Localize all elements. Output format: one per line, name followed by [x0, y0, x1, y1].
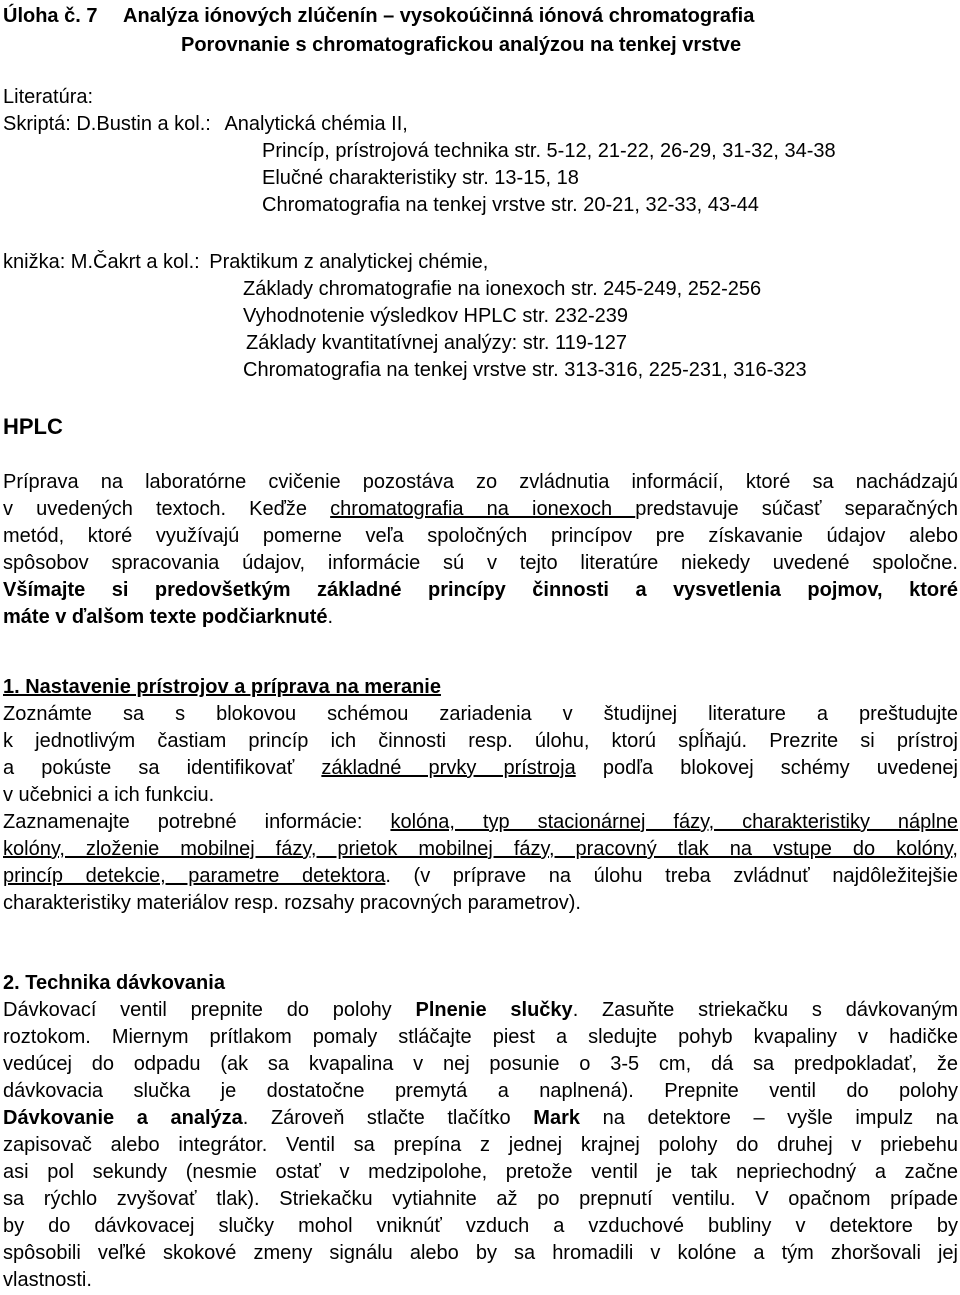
skripta-item-1: Princíp, prístrojová technika str. 5-12, 21-22, 26-29, 31-32, 34-38 [262, 140, 836, 162]
s1-underlined: základné prvky prístroja [321, 757, 576, 779]
skripta-label: Skriptá: D.Bustin a kol.: [3, 113, 211, 135]
intro-text: v uvedených textoch. Keďže [3, 498, 331, 520]
s2-line-4: dávkovacia slučka je dostatočne premytá a naplnená). Prepnite ventil do polohy [3, 1080, 958, 1102]
s1-text: podľa blokovej schémy uvedenej [575, 757, 958, 779]
s1-line-5 [3, 809, 958, 836]
s1-text: Zaznamenajte potrebné informácie: [3, 811, 391, 833]
kniha-section [3, 249, 960, 384]
section-1-heading: 1. Nastavenie prístrojov a príprava na meranie [3, 676, 441, 698]
intro-line-1: Príprava na laboratórne cvičenie pozostáva zo zvládnutia informácií, ktoré sa nachádzajú [3, 471, 958, 493]
s1-underlined: princíp detekcie, parametre detektora [3, 865, 386, 887]
kniha-item-3: Základy kvantitatívnej analýzy: str. 119-127 [246, 332, 627, 354]
kniha-item-0: Praktikum z analytickej chémie, [209, 251, 489, 273]
skripta-item-3: Chromatografia na tenkej vrstve str. 20-21, 32-33, 43-44 [262, 194, 759, 216]
title-line-2: Porovnanie s chromatografickou analýzou na tenkej vrstve [181, 34, 742, 56]
s2-line-11: vlastnosti. [3, 1269, 92, 1291]
kniha-item-2: Vyhodnotenie výsledkov HPLC str. 232-239 [243, 305, 629, 327]
s2-text: . Zasuňte striekačku s dávkovaným [572, 999, 958, 1021]
kniha-item-4: Chromatografia na tenkej vrstve str. 313-316, 225-231, 316-323 [243, 359, 807, 381]
intro-text: predstavuje súčasť separačných [635, 498, 959, 520]
intro-line-5: Všímajte si predovšetkým základné princípy činnosti a vysvetlenia pojmov, ktoré [3, 579, 958, 601]
intro-line-2 [3, 496, 958, 523]
s1-line-3 [3, 755, 958, 782]
s1-line-8: charakteristiky materiálov resp. rozsahy pracovných parametrov). [3, 892, 581, 914]
s2-text: . Zároveň stlačte tlačítko [242, 1107, 534, 1129]
kniha-item-1: Základy chromatografie na ionexoch str. 245-249, 252-256 [243, 278, 762, 300]
intro-line-4: spôsobov spracovania údajov, informácie sú v tejto literatúre niekedy uvedené spoločne. [3, 552, 958, 574]
section-2 [3, 970, 958, 1294]
intro-line-3: metód, ktoré využívajú pomerne veľa spoločných princípov pre získavanie údajov alebo [3, 525, 958, 547]
s2-line-3: vedúcej do odpadu (ak sa kvapalina v nej posunie o 3-5 cm, dá sa predpokladať, že [3, 1053, 958, 1075]
title-main: Analýza iónových zlúčenín – vysokoúčinná iónová chromatografia [123, 5, 755, 27]
intro-paragraph [3, 469, 958, 631]
s2-line-5 [3, 1105, 958, 1132]
section-2-heading: 2. Technika dávkovania [3, 972, 225, 994]
literature-heading: Literatúra: [3, 86, 94, 108]
intro-underlined: chromatografia na ionexoch [330, 498, 636, 520]
s2-line-8: sa rýchlo zvyšovať tlak). Striekačku vytiahnite až po prepnutí ventilu. V opačnom prípade [3, 1188, 958, 1210]
s2-line-9: by do dávkovacej slučky mohol vniknúť vzduch a vzduchové bubliny v detektore by [3, 1215, 958, 1237]
s2-text: Dávkovací ventil prepnite do polohy [3, 999, 416, 1021]
kniha-line [3, 249, 960, 276]
skripta-item-0: Analytická chémia II, [224, 113, 408, 135]
task-number: Úloha č. 7 [3, 5, 98, 27]
s2-line-6: zapisovač alebo integrátor. Ventil sa prepína z jednej krajnej polohy do druhej v priebehu [3, 1134, 958, 1156]
s2-bold: Plnenie slučky [415, 999, 573, 1021]
s2-line-1 [3, 997, 958, 1024]
s2-bold: Dávkovanie a analýza [3, 1107, 243, 1129]
hplc-heading: HPLC [3, 414, 63, 439]
s1-line-6: kolóny, zloženie mobilnej fázy, prietok mobilnej fázy, pracovný tlak na vstupe do kolóny, [3, 838, 958, 860]
section-1 [3, 674, 958, 917]
s1-underlined: kolóna, typ stacionárnej fázy, charakteristiky náplne [390, 811, 958, 833]
s2-bold: Mark [533, 1107, 580, 1129]
intro-text: . [327, 606, 334, 628]
literature-section [3, 84, 960, 219]
intro-bold: máte v ďalšom texte podčiarknuté [3, 606, 328, 628]
skripta-line [3, 111, 960, 138]
s2-line-7: asi pol sekundy (nesmie ostať v medzipolohe, pretože ventil je tak nepriechodný a začne [3, 1161, 958, 1183]
task-title [3, 2, 960, 60]
s2-text: na detektore – vyšle impulz na [580, 1107, 958, 1129]
s1-line-7 [3, 863, 958, 890]
s1-line-1: Zoznámte sa s blokovou schémou zariadenia v študijnej literature a preštudujte [3, 703, 958, 725]
title-line-1 [3, 2, 960, 31]
kniha-label: knižka: M.Čakrt a kol.: [3, 251, 200, 273]
skripta-item-2: Elučné charakteristiky str. 13-15, 18 [262, 167, 579, 189]
s1-line-4: v učebnici a ich funkciu. [3, 784, 215, 806]
s2-line-2: roztokom. Miernym prítlakom pomaly stláčajte piest a sledujte pohyb kvapaliny v hadičke [3, 1026, 958, 1048]
s1-text: a pokúste sa identifikovať [3, 757, 322, 779]
intro-line-6 [3, 604, 958, 631]
s1-text: . (v príprave na úlohu treba zvládnuť najdôležitejšie [385, 865, 958, 887]
s1-line-2: k jednotlivým častiam princíp ich činnosti resp. úlohu, ktorú spĺňajú. Prezrite si prístroj [3, 730, 958, 752]
s2-line-10: spôsobili veľké skokové zmeny signálu alebo by sa hromadili v kolóne a tým zhoršovali jej [3, 1242, 958, 1264]
